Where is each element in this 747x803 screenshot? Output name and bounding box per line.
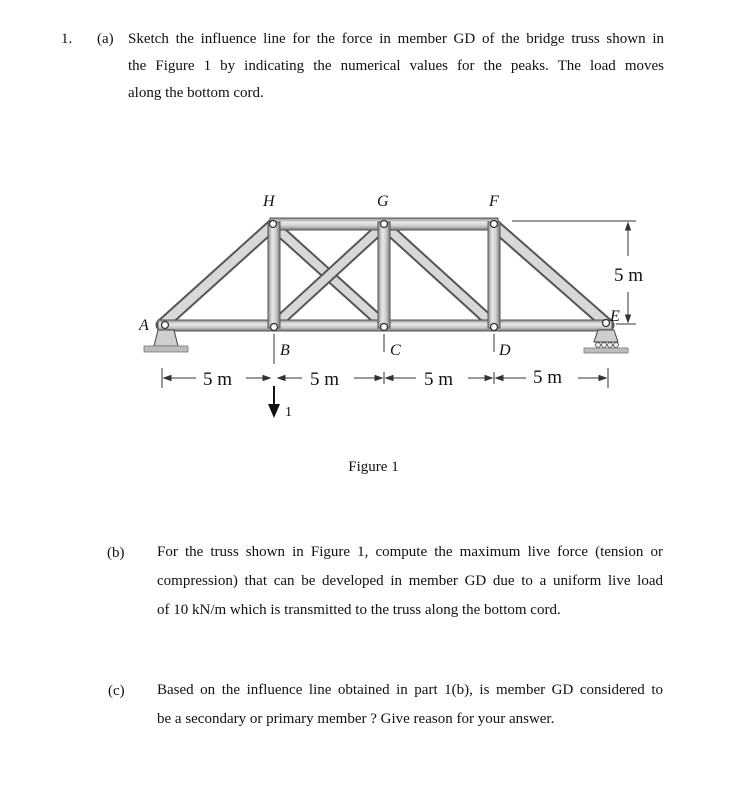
part-b-line-2: compression) that can be developed in member GD due to a uniform live load — [157, 573, 663, 589]
part-b-line-1: For the truss shown in Figure 1, compute the maximum live force (tension or — [157, 544, 663, 560]
joint-label-a: A — [139, 317, 149, 334]
figure-caption: Figure 1 — [348, 459, 399, 475]
part-b-line-3: of 10 kN/m which is transmitted to the truss along the bottom cord. — [157, 602, 561, 618]
part-a-label: (a) — [97, 31, 114, 47]
support-a-pin — [144, 330, 188, 352]
question-number: 1. — [61, 31, 73, 47]
part-c-text — [157, 676, 663, 734]
part-b-label: (b) — [107, 545, 125, 561]
unit-load-label: 1 — [285, 405, 292, 420]
joint-label-f: F — [489, 193, 499, 210]
part-c-line-2: be a secondary or primary member ? Give reason for your answer. — [157, 711, 555, 727]
joint-label-c: C — [390, 342, 401, 359]
part-a-line-1: Sketch the influence line for the force in member GD of the bridge truss shown in — [128, 31, 664, 47]
truss-members — [158, 218, 612, 331]
part-a-line-2: the Figure 1 by indicating the numerical values for the peaks. The load moves — [128, 58, 664, 74]
joint-label-e: E — [610, 308, 620, 325]
part-b-text — [157, 538, 663, 625]
unit-load-arrow — [268, 386, 280, 418]
part-c-label: (c) — [108, 683, 125, 699]
support-e-roller — [584, 330, 628, 353]
part-a-line-3: along the bottom cord. — [128, 85, 264, 101]
span-label-3: 5 m — [424, 369, 454, 390]
span-label-2: 5 m — [310, 369, 340, 390]
joint-label-d: D — [499, 342, 511, 359]
span-label-4: 5 m — [533, 367, 563, 388]
height-label: 5 m — [614, 265, 644, 286]
joint-label-h: H — [263, 193, 275, 210]
part-c-line-1: Based on the influence line obtained in part 1(b), is member GD considered to — [157, 682, 663, 698]
joint-label-b: B — [280, 342, 290, 359]
span-label-1: 5 m — [203, 369, 233, 390]
joint-label-g: G — [377, 193, 389, 210]
